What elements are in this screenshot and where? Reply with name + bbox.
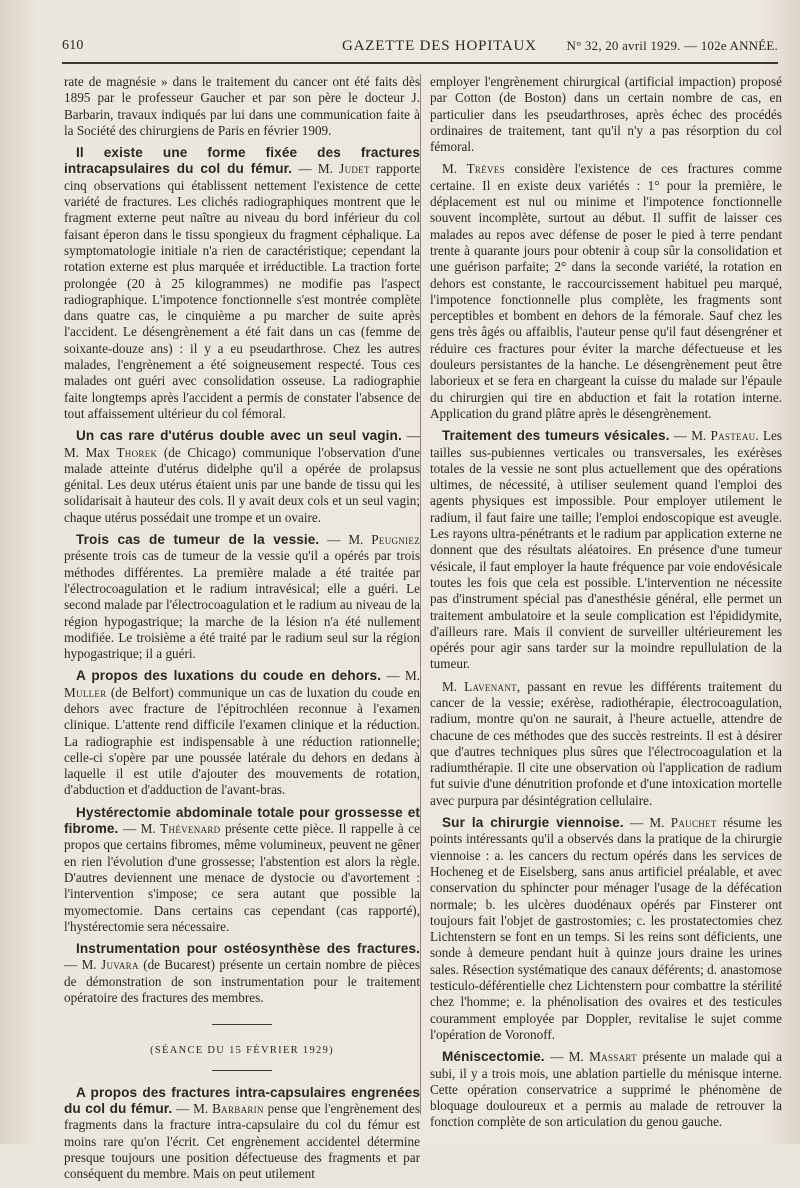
article-pauchet [430, 815, 782, 1043]
paragraph-lavenant [430, 679, 782, 809]
paragraph-treves [430, 161, 782, 422]
author-name: Peugniez [371, 532, 420, 548]
paragraph: employer l'engrènement chirurgical (artificial impaction) proposé par Cotton (de Boston) dans un certain nombre de cas, en particulier dans les pseudarthroses, après échec des procédés ordinaires de traitement, tant qu'il n'y a pas résorption du col fémoral. [430, 74, 782, 155]
paragraph-body: considère l'existence de ces fractures comme certaine. Il en existe deux variétés : 1° pour la première, le déplacement est nul ou minime et l'impotence fonctionnelle souvent incomplète, surtout au début. Il suffit de laisser ces malades au repos avec défense de poser le pied à terre pendant trente à quarante jours pour obtenir à coup sûr la consolidation et une guérison parfaite; 2° dans la seconde variété, la rotation en dehors est constante, le raccourcissement habituel peu marqué, l'impotence fonctionnelle plus complète, les fragments sont perceptibles et bombent en dehors de la fémorale. Sauf chez les gens très âgés ou affaiblis, l'auteur pense qu'il faut désengréner et réduire ces fractures pour éviter la marche défectueuse et les douleurs persistantes de la hanche. Le désengrènement peut être laborieux et se fera en chargeant la cuisse du malade sur l'épaule du chirurgien qui tire en abduction et fait la rotation interne. Application du grand plâtre après le désengrènement. [430, 161, 782, 421]
author-name: Barbarin [212, 1100, 264, 1116]
author-name: Judet [339, 161, 370, 177]
page-number: 610 [62, 38, 84, 53]
article-heading: A propos des fractures intra-capsulaires engrenées du col du fémur. [64, 1084, 420, 1116]
article-muller [64, 668, 420, 798]
seance-date: (SÉANCE DU 15 FÉVRIER 1929) [150, 1045, 334, 1057]
text: M. [442, 161, 467, 177]
article-heading: Trois cas de tumeur de la vessie. [76, 532, 320, 548]
article-body: présente un malade qui a subi, il y a trois mois, une ablation partielle du ménisque interne. Cette opération conservatrice a supprimé le phénomène de bloquage douloureux et a permis au malade de retrouver la fonction complète de son articulation du genou gauche. [430, 1049, 782, 1130]
author-name: Lavenant [464, 678, 517, 694]
article-massart [430, 1049, 782, 1130]
article-pasteau [430, 428, 782, 672]
article-peugniez [64, 532, 420, 662]
paragraph: rate de magnésie » dans le traitement du cancer ont été faits dès 1895 par le professeur Gaucher et par son père le docteur J. Barbarin, travaux indiqués par lui dans une communication faite à la Société des chirurgiens de Paris en février 1909. [64, 74, 420, 138]
text: — M. [669, 428, 711, 444]
author-name: Muller [64, 684, 107, 700]
article-body: rapporte cinq observations qui établissent nettement l'existence de cette variété de fractures. Les clichés radiographiques montrent que le fragment externe peut naître au niveau du bord inférieur du col faisant éperon dans le tissu spongieux du fragment céphalique. La symptomatologie initiale n'a rien de caractéristique; cependant la rotation externe est plus marquée et irréductible. La traction forte prolongée (20 à 25 kilogrammes) ne modifie pas l'aspect radiographique. L'impotence fonctionnelle s'est montrée complète dans quatre cas, le cinquième a pu marcher de suite après l'accident. Le désengrènement a été fait dans un cas (femme de soixante-douze ans) : il y a eu pseudarthrose. Chez les autres malades, l'engrènement a été soigneusement respecté. Tous ces malades ont guéri avec consolidation osseuse. La radiographie faite longtemps après l'accident a permis de constater l'absence de tout affaissement ultérieur du col fémoral. [64, 161, 420, 421]
section-rule [212, 1070, 272, 1071]
article-heading: A propos des luxations du coude en dehors. [76, 668, 382, 684]
left-column [64, 74, 420, 1188]
article-body: (de Bucarest) présente un certain nombre de pièces de démonstration de son instrumentation pour le traitement opératoire des fractures des membres. [64, 957, 421, 1006]
author-name: Juvara [101, 957, 139, 973]
article-body: (de Belfort) communique un cas de luxation du coude en dehors avec fracture de l'épitrochléen reconnue à l'examen clinique. L'attente rend difficile l'examen clinique et la réduction. La radiographie est indispensable à une réduction rationnelle; celle-ci s'opère par une poussée latérale du dehors en dedans à laquelle il est utile d'ajouter des mouvements de rotation, d'abduction et d'adduction de l'avant-bras. [64, 684, 420, 798]
article-barbarin [64, 1085, 420, 1183]
article-heading: Traitement des tumeurs vésicales. [442, 428, 670, 444]
article-body: résume les points intéressants qu'il a observés dans la pratique de la chirurgie viennoise : a. les cancers du rectum opérés dans les services de Hocheneg et de Eiselsberg, sans anus artificiel préalable, et avec conservation du sphincter pour ménager l'usage de la défécation normale; b. les ulcères duodénaux opérés par Finsterer ont toujours fait l'objet de gastrostomies; c. les prostatectomies chez Lichtenstern se font en un temps. Si les reins sont déficients, une sonde à demeure pendant huit à quinze jours draine les urines sales. Résection systématique des canaux déférents; d. anastomose testiculo-déférentielle chez Lichtenstern pour combattre la stérilité chez l'homme; e. la phénolisation des ovaires et des testicules couramment employée par Doppler, revitalise le sujet comme l'opération de Voronoff. [430, 815, 782, 1042]
article-heading: Sur la chirurgie viennoise. [442, 815, 624, 831]
author-name: Pauchet [670, 815, 717, 831]
author-name: Pasteau [710, 428, 756, 444]
text: — M. [292, 161, 340, 177]
author-name: Thorek [116, 444, 158, 460]
text: — M. [319, 532, 372, 548]
section-rule [212, 1024, 272, 1025]
article-body: . Les tailles sus-pubiennes verticales ou transversales, les exérèses totales de la vessie ne sont plus actuellement que des opérations ultimes, de nécessité, à utiliser seulement quand l'emploi des agents physiques est impossible. Pour employer utilement le radium, il faut faire une taille; l'emploi endoscopique est aveugle. Les rayons ultra-pénétrants et le radium par application externe ne donnent que des résultats aléatoires. En présence d'une tumeur vésicale, il faut employer la haute fréquence par voie endovésicale toutes les fois que cela est possible. L'intervention ne nécessite pas d'instrument spécial pas d'anesthésie général, elle permet un traitement ambulatoire et la seule complication est l'épididymite, d'ailleurs rare. Mais il convient de surveiller ultérieurement les opérés pour agir sans tarder sur la moindre repullulation de la tumeur. [430, 428, 783, 672]
article-heading: Instrumentation pour ostéosynthèse des fractures. [76, 941, 420, 957]
article-body: présente trois cas de tumeur de la vessie qu'il a opérés par trois méthodes différentes. La première malade a été traitée par l'électrocoagulation et le radium intravésical; elle a guéri. Le second malade par l'électrocoagulation et le radium au niveau de la région hypogastrique; la marche de la lésion n'a été nullement modifiée. Le troisième a été traité par le radium seul sur la région hypogastrique; il a guéri. [64, 548, 420, 662]
article-body: (de Chicago) communique l'observation d'une malade atteinte d'utérus didelphe qu'il a opérée de prolapsus génital. Les deux utérus étaient unis par une bande de tissu qui les solidarisait à hauteur des cols. Il y avait deux cols et un seul vagin; chaque utérus possédait une trompe et un ovaire. [64, 444, 420, 525]
article-thorek [64, 428, 420, 526]
article-juvara [64, 941, 420, 1006]
header-rule [62, 62, 778, 64]
text: — M. [544, 1049, 590, 1065]
article-body: pense que l'engrènement des fragments dans la fracture intra-capsulaire du col du fémur est moins rare qu'on l'écrit. Cet engrènement accidentel détermine presque toujours une position défectueuse des fragments et par conséquent du membre. Mais on peut utilement [64, 1100, 420, 1182]
paragraph-body: , passant en revue les différents traitement du cancer de la vessie; exérèse, radiothérapie, électrocoagulation, radium, montre qu'on ne saurait, à l'heure actuelle, attendre de chacune de ces méthodes que des succès restreints. Il est à désirer que d'autres techniques plus sûres que l'électrocoagulation et la radiumthérapie. Il cite une observation où l'application de radium fut suivie d'une dénutrition profonde et d'une intoxication mortelle avec purpura par désintégration cellulaire. [430, 678, 783, 808]
article-heading: Méniscectomie. [442, 1049, 545, 1065]
text: — M. [64, 957, 102, 973]
text: — M. [623, 815, 671, 831]
author-name: Trèves [466, 161, 505, 177]
text: — M. [118, 821, 161, 837]
article-heading: Un cas rare d'utérus double avec un seul vagin. [76, 428, 402, 444]
article-heading: Hystérectomie abdominale totale pour grossesse et fibrome. [64, 804, 420, 837]
journal-title: GAZETTE DES HOPITAUX [342, 38, 537, 54]
text: — M. Max [64, 428, 420, 460]
issue-info: N° 32, 20 avril 1929. — 102e ANNÉE. [566, 38, 778, 53]
text: M. [442, 678, 465, 694]
article-judet [64, 145, 420, 422]
article-heading: Il existe une forme fixée des fractures intracapsulaires du col du fémur. [64, 145, 420, 177]
text: — M. [381, 668, 420, 684]
article-thevenard [64, 805, 420, 935]
column-divider [420, 74, 421, 1114]
text: — M. [172, 1100, 213, 1116]
right-column [430, 74, 782, 1137]
author-name: Massart [589, 1049, 637, 1065]
article-body: présente cette pièce. Il rappelle à ce propos que certains fibromes, même volumineux, peuvent ne gêner en rien l'évolution d'une grossesse; l'abstention est alors la règle. D'autres deviennent une menace de dystocie ou d'avortement : l'intervention s'impose; ce sera autant que possible la myomectomie. Dans certains cas cependant (cas rapporté), l'hystérectomie sera nécessaire. [64, 821, 420, 934]
author-name: Thévenard [160, 821, 221, 837]
